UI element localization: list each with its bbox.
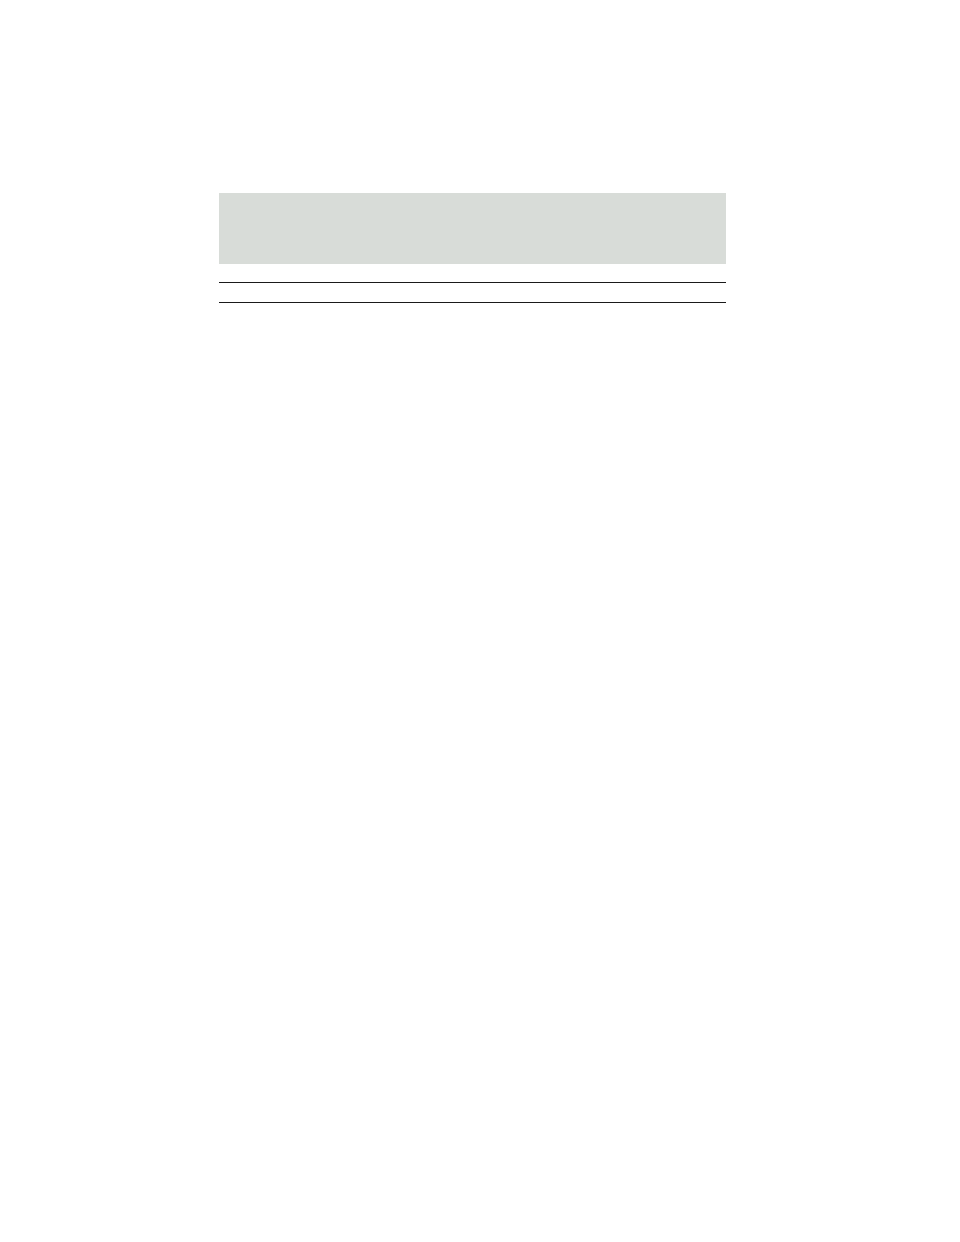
column-header-description	[476, 283, 726, 303]
table-header-row	[219, 283, 726, 303]
section-header	[219, 193, 726, 264]
column-header-location	[219, 283, 349, 303]
fuse-table	[219, 282, 726, 303]
column-header-amp	[349, 283, 476, 303]
